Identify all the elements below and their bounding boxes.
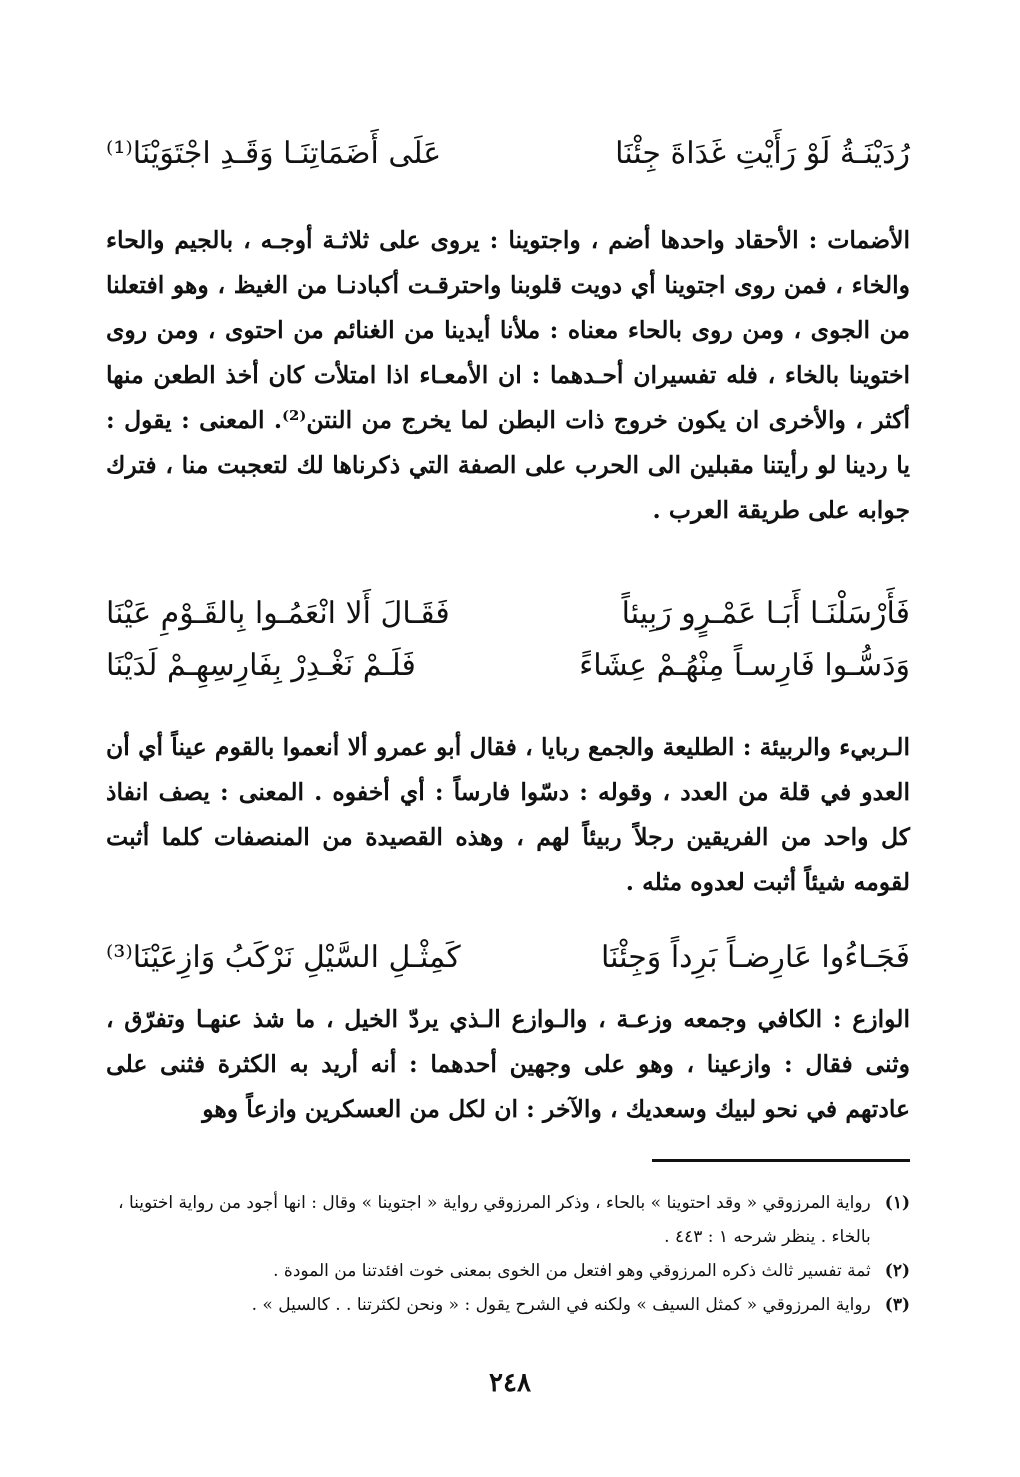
- verse-3-second-hemistich: فَلَـمْ نَغْـدِرْ بِفَارِسِهِـمْ لَدَيْنَا: [106, 648, 416, 683]
- verse-couplet: [106, 588, 910, 692]
- verse-1-second-hemistich: عَلَى أَضَمَاتِنَـا وَقَـدِ اجْتَوَيْنَا⁽¹⁾: [106, 136, 442, 171]
- commentary-paragraph-2: الـربيء والربيئة : الطليعة والجمع ربايا ، فقال أبو عمرو ألا أنعموا بالقوم عيناً أي أن العدو في قلة من العدد ، وقوله : دسّوا فارساً : أي أخفوه . المعنى : يصف انفاذ كل واحد من الفريقين رجلاً ربيئاً لهم ، وهذه القصيدة من المنصفات كلما أثبت لقومه شيئاً أثبت لعدوه مثله .: [106, 733, 910, 896]
- footnote-3-text: رواية المرزوقي « كمثل السيف » ولكنه في الشرح يقول : « ونحن لكثرتنا . . كالسيل » .: [251, 1295, 871, 1315]
- footnote-3: [100, 1288, 910, 1322]
- footnote-1-number: (١): [884, 1193, 910, 1213]
- commentary-paragraph-1: الأضمات : الأحقاد واحدها أضم ، واجتوينا : يروى على ثلاثـة أوجـه ، بالجيم والحاء والخاء ، فمن روى اجتوينا أي دويت قلوبنا واحترقـت أكبادنـا من الغيظ ، وهو افتعلنا من الجوى ، ومن روى بالحاء معناه : ملأنا أيدينا من الغنائم من احتوى ، ومن روى اختوينا بالخاء ، فله تفسيران أحـدهما : ان الأمعـاء اذا امتلأت كان أخذ الطعن منها أكثر ، والأخرى ان يكون خروج ذات البطن لما يخرج من النتن⁽²⁾. المعنى : يقول : يا ردينا لو رأيتنا مقبلين الى الحرب على الصفة التي ذكرناها لك لتعجبت منا ، فترك جوابه على طريقة العرب .: [106, 226, 911, 524]
- footnote-2-text: ثمة تفسير ثالث ذكره المرزوقي وهو افتعل من الخوى بمعنى خوت افئدتنا من المودة .: [273, 1261, 871, 1281]
- footnote-2-number: (٢): [884, 1261, 910, 1281]
- footnote-1: [100, 1186, 910, 1254]
- verse-4-second-hemistich: كَمِثْـلِ السَّيْلِ نَرْكَبُ وَازِعَيْنَا⁽³⁾: [106, 940, 461, 975]
- verse-line-4: [106, 934, 910, 982]
- commentary-paragraph-3: الوازع : الكافي وجمعه وزعـة ، والـوازع الـذي يردّ الخيل ، ما شذ عنهـا وتفرّق ، وثنى فقال : وازعينا ، وهو على وجهين أحدهما : أنه أريد به الكثرة فثنى على عادتهم في نحو لبيك وسعديك ، والآخر : ان لكل من العسكرين وازعاً وهو: [106, 1005, 910, 1123]
- footnote-3-number: (٣): [884, 1295, 910, 1315]
- verse-2-second-hemistich: فَقَـالَ أَلا انْعَمُـوا بِالقَـوْمِ عَيْنَا: [106, 596, 450, 631]
- footnote-divider: [652, 1159, 910, 1162]
- footnote-2: [100, 1254, 910, 1288]
- page-number: ٢٤٨: [489, 1368, 531, 1398]
- verse-2-first-hemistich: فَأَرْسَلْنَـا أَبَـا عَمْـرٍو رَبِيئاً: [621, 596, 910, 631]
- footnotes: [100, 1186, 910, 1322]
- footnote-1-text: رواية المرزوقي « وقد احتوينا » بالحاء ، وذكر المرزوقي رواية « اجتوينا » وقال : انها أجود من رواية اختوينا ، بالخاء . ينظر شرحه ١ : ٤٤٣ .: [118, 1193, 871, 1247]
- verse-3-first-hemistich: وَدَسُّـوا فَارِسـاً مِنْهُـمْ عِشَاءً: [579, 648, 910, 683]
- verse-1-first-hemistich: رُدَيْنَـةُ لَوْ رَأَيْتِ غَدَاةَ جِئْنَا: [615, 136, 910, 171]
- verse-4-first-hemistich: فَجَـاءُوا عَارِضـاً بَرِداً وَجِئْنَا: [601, 940, 910, 975]
- verse-line-1: [106, 130, 910, 178]
- verse-line-3: [106, 640, 910, 692]
- verse-line-2: [106, 588, 910, 640]
